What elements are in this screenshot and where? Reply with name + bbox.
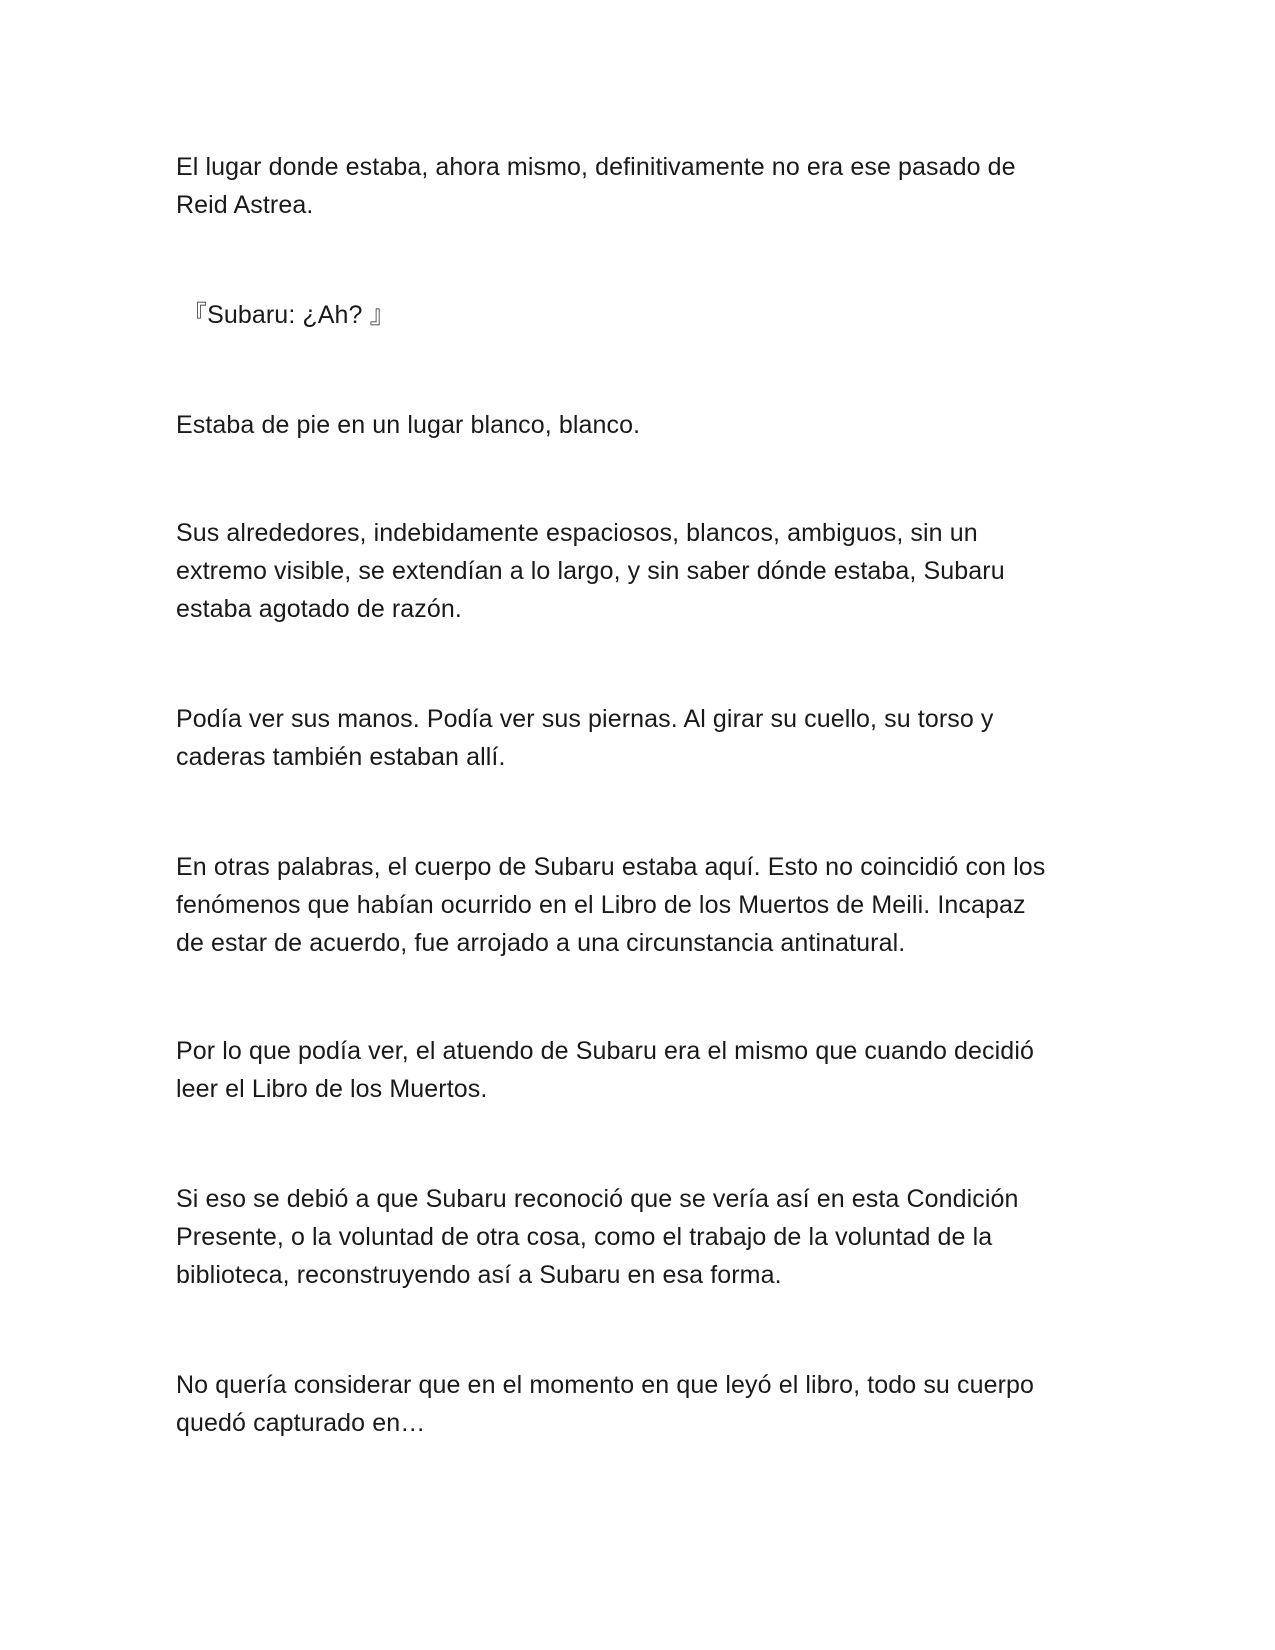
paragraph-9: No quería considerar que en el momento en que leyó el libro, todo su cuerpo quedó capturado en… [176,1371,1035,1437]
paragraph-1: El lugar donde estaba, ahora mismo, definitivamente no era ese pasado de Reid Astrea. [176,153,1016,219]
paragraph-6: En otras palabras, el cuerpo de Subaru estaba aquí. Esto no coincidió con los fenómenos que habían ocurrido en el Libro de los Muertos de Meili. Incapaz de estar de acuerdo, fue arrojado a una circunstancia antinatural. [176,853,1046,957]
paragraph-3: Estaba de pie en un lugar blanco, blanco. [176,411,641,439]
paragraph-8: Si eso se debió a que Subaru reconoció que se vería así en esta Condición Presente, o la voluntad de otra cosa, como el trabajo de la voluntad de la biblioteca, reconstruyendo así a Subaru en esa forma. [176,1185,1019,1289]
document-body [176,148,1096,1442]
paragraph-7: Por lo que podía ver, el atuendo de Subaru era el mismo que cuando decidió leer el Libro de los Muertos. [176,1037,1034,1103]
paragraph-5: Podía ver sus manos. Podía ver sus piernas. Al girar su cuello, su torso y caderas también estaban allí. [176,705,994,771]
paragraph-4: Sus alrededores, indebidamente espaciosos, blancos, ambiguos, sin un extremo visible, se extendían a lo largo, y sin saber dónde estaba, Subaru estaba agotado de razón. [176,519,1005,623]
dialogue-line: 『Subaru: ¿Ah? 』 [182,301,395,329]
